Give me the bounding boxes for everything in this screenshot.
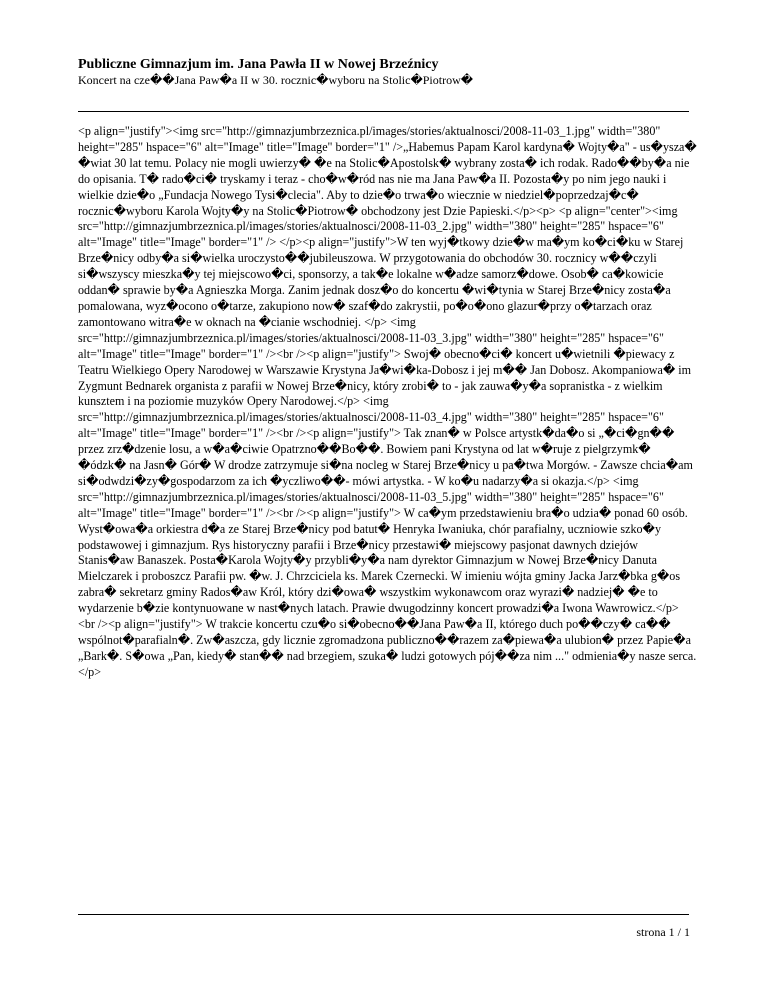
article-body: <p align="justify"><img src="http://gimnazjumbrzeznica.pl/images/stories/aktualnosci/2008-11-03_1.jpg" width="380" height="285" hspace="6" alt="Image" title="Image" border="1" />„Habemus Papam Karol kardyna� Wojty�a" - us�ysza� �wiat 30 lat temu. Polacy nie mogli uwierzy� �e na Stolic�Apostolsk� wybrany zosta� ich rodak. Rado��by�a nie do opisania. T� rado�ci� tryskamy i teraz - cho�w�ród nas nie ma Jana Paw�a II. Pozosta�y po nim jego nauki i wielkie dzie�o „Fundacja Nowego Tysi�clecia". Aby to dzie�o trwa�o wiecznie w niedziel�poprzedzaj�c� rocznic�wyboru Karola Wojty�y na Stolic�Piotrow� obchodzony jest Dzie Papieski.</p><p> <p align="center"><img src="http://gimnazjumbrzeznica.pl/images/stories/aktualnosci/2008-11-03_2.jpg" width="380" height="285" hspace="6" alt="Image" title="Image" border="1" /> </p><p align="justify">W ten wyj�tkowy dzie�w ma�ym ko�ci�ku w Starej Brze�nicy odby�a si�wielka uroczysto��jubileuszowa. W przygotowania do obchodów 30. rocznicy w��czyli si�wszyscy mieszka�y tej miejscowo�ci, sponsorzy, a tak�e lokalne w�adze samorz�dowe. Osob� ca�kowicie oddan� sprawie by�a Agnieszka Morga. Zanim jednak dosz�o do koncertu �wi�tynia w Starej Brze�nicy zosta�a pomalowana, wyz�ocono o�tarze, zakupiono now� szaf�do zakrystii, po�o�ono glazur�przy o�tarzach oraz zamontowano witra�e w oknach na �cianie wschodniej. </p> <img src="http://gimnazjumbrzeznica.pl/images/stories/aktualnosci/2008-11-03_3.jpg" width="380" height="285" hspace="6" alt="Image" title="Image" border="1" /><br /><p align="justify"> Swoj� obecno�ci� koncert u�wietnili �piewacy z Teatru Wielkiego Opery Narodowej w Warszawie Krystyna Ja�wi�ka-Dobosz i jej m�� Jan Dobosz. Akompaniowa� im Zygmunt Bednarek organista z parafii w Nowej Brze�nicy, który zrobi� to - jak zauwa�y�a sopranistka - z wielkim kunsztem i na poziomie muzyków Opery Narodowej.</p> <img src="http://gimnazjumbrzeznica.pl/images/stories/aktualnosci/2008-11-03_4.jpg" width="380" height="285" hspace="6" alt="Image" title="Image" border="1" /><br /><p align="justify"> Tak znan� w Polsce artystk�da�o si „�ci�gn�� przez zrz�dzenie losu, a w�a�ciwie Opatrzno��Bo��. Bowiem pani Krystyna od lat w�ruje z pielgrzymk� �ódzk� na Jasn� Gór� W drodze zatrzymuje si�na nocleg w Starej Brze�nicy u pa�twa Morgów. - Zawsze chcia�am si�odwdzi�zy�gospodarzom za ich �yczliwo��- mówi artystka. - W ko�u nadarzy�a si okazja.</p> <img src="http://gimnazjumbrzeznica.pl/images/stories/aktualnosci/2008-11-03_5.jpg" width="380" height="285" hspace="6" alt="Image" title="Image" border="1" /><br /><p align="justify"> W ca�ym przedstawieniu bra�o udzia� ponad 60 osób. Wyst�owa�a orkiestra d�a ze Starej Brze�nicy pod batut� Henryka Iwaniuka, chór parafialny, uczniowie szko�y podstawowej i gimnazjum. Rys historyczny parafii i Brze�nicy przestawi� miejscowy pasjonat dawnych dziejów Stanis�aw Banaszek. Posta�Karola Wojty�y przybli�y�a nam dyrektor Gimnazjum w Nowej Brze�nicy Danuta Mielczarek i proboszcz Parafii pw. �w. J. Chrzciciela ks. Marek Czernecki. W imieniu wójta gminy Jacka Jarz�bka g�os zabra� sekretarz gminy Rados�aw Król, który dzi�owa� wszystkim wykonawcom oraz wyrazi� nadziej� �e to wydarzenie b�zie kontynuowane w nast�nych latach. Prawie dwugodzinny koncert prowadzi�a Iwona Wawrowicz.</p> <br /><p align="justify"> W trakcie koncertu czu�o si�obecno��Jana Paw�a II, którego duch po��czy� ca�� wspólnot�parafialn�. Zw�aszcza, gdy licznie zgromadzona publiczno��razem za�piewa�a ulubion� przez Papie�a „Bark�. S�owa „Pan, kiedy� stan�� nad brzegiem, szuka� ludzi gotowych pój��za nim ..." odmienia�y nasze serca.</p>: [78, 124, 697, 679]
header-divider: [78, 111, 689, 112]
document-header: [78, 57, 698, 88]
article-subtitle: Koncert na cze��Jana Paw�a II w 30. rocznic�wyboru na Stolic�Piotrow�: [78, 73, 474, 87]
footer-divider: [78, 914, 689, 915]
page-title: Publiczne Gimnazjum im. Jana Pawła II w Nowej Brzeźnicy: [78, 57, 439, 72]
page-number: strona 1 / 1: [636, 925, 690, 939]
